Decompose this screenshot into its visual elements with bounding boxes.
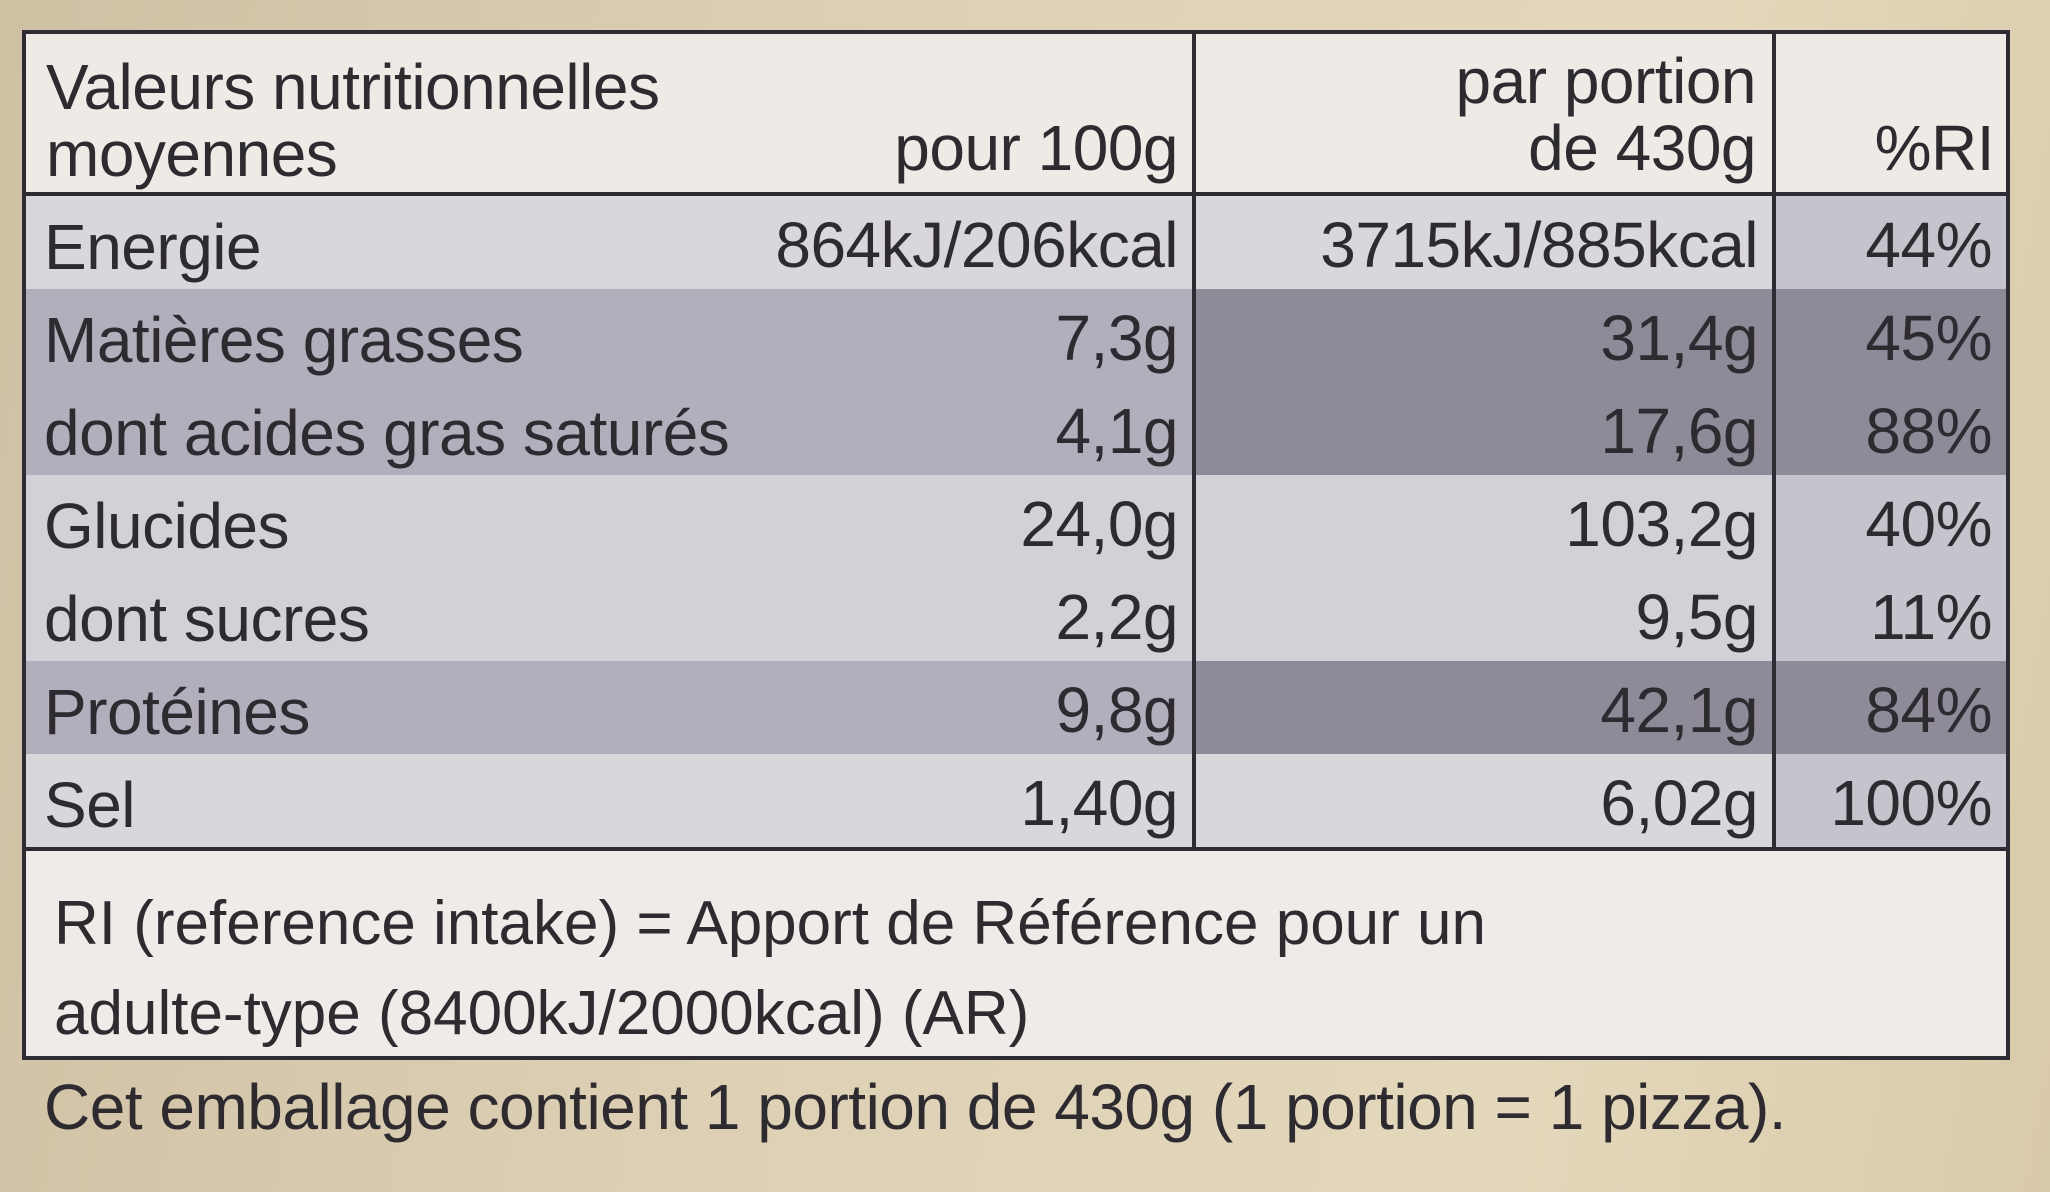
- nutrient-cell: [26, 196, 1196, 289]
- package-note: Cet emballage contient 1 portion de 430g (1 portion = 1 pizza).: [44, 1071, 1787, 1143]
- ri-cell: [1776, 661, 2006, 754]
- ri-value: 88%: [1865, 395, 1992, 467]
- ri-footnote-text: [54, 879, 1806, 1059]
- table-row: [26, 754, 2006, 847]
- ri-value: 45%: [1865, 302, 1992, 374]
- per100-value: 9,8g: [1055, 674, 1178, 746]
- header-portion-line1: par portion: [1455, 45, 1756, 117]
- portion-cell: [1196, 475, 1776, 568]
- nutrient-cell: [26, 568, 1196, 661]
- nutrient-name: Matières grasses: [44, 304, 524, 376]
- portion-value: 17,6g: [1600, 395, 1758, 467]
- nutrient-name: dont acides gras saturés: [44, 397, 730, 469]
- per100-value: 864kJ/206kcal: [775, 209, 1178, 281]
- ri-cell: [1776, 382, 2006, 475]
- portion-value: 6,02g: [1600, 767, 1758, 839]
- ri-cell: [1776, 289, 2006, 382]
- header-portion: [1455, 45, 1756, 185]
- ri-footnote-line1: RI (reference intake) = Apport de Référence pour un: [54, 889, 1486, 958]
- ri-value: 84%: [1865, 674, 1992, 746]
- portion-value: 3715kJ/885kcal: [1320, 209, 1758, 281]
- table-row: [26, 661, 2006, 754]
- per100-value: 24,0g: [1020, 488, 1178, 560]
- nutrient-name: Protéines: [44, 676, 310, 748]
- nutrient-name: dont sucres: [44, 583, 370, 655]
- table-row: [26, 382, 2006, 475]
- ri-value: 40%: [1865, 488, 1992, 560]
- per100-value: 1,40g: [1020, 767, 1178, 839]
- table-row: [26, 289, 2006, 382]
- per100-value: 4,1g: [1055, 395, 1178, 467]
- header-ri: %RI: [1874, 112, 1994, 184]
- header-title-line1: Valeurs nutritionnelles: [46, 51, 660, 123]
- header-nutrient-cell: [26, 34, 1196, 192]
- ri-value: 11%: [1870, 581, 1992, 653]
- nutrient-cell: [26, 475, 1196, 568]
- portion-cell: [1196, 382, 1776, 475]
- portion-cell: [1196, 661, 1776, 754]
- table-row: [26, 475, 2006, 568]
- header-title: [46, 51, 660, 191]
- header-per100: pour 100g: [894, 112, 1178, 184]
- nutrient-name: Glucides: [44, 490, 289, 562]
- nutrient-cell: [26, 754, 1196, 847]
- per100-value: 7,3g: [1055, 302, 1178, 374]
- portion-value: 9,5g: [1635, 581, 1758, 653]
- nutrient-name: Sel: [44, 769, 135, 841]
- ri-footnote: [26, 847, 2006, 1056]
- per100-value: 2,2g: [1055, 581, 1178, 653]
- table-row: [26, 196, 2006, 289]
- ri-cell: [1776, 754, 2006, 847]
- header-portion-line2: de 430g: [1528, 112, 1756, 185]
- nutrient-name: Energie: [44, 211, 262, 283]
- nutrient-cell: [26, 289, 1196, 382]
- header-ri-cell: [1776, 34, 2006, 192]
- header-portion-cell: [1196, 34, 1776, 192]
- portion-cell: [1196, 568, 1776, 661]
- table-row: [26, 568, 2006, 661]
- nutrient-cell: [26, 661, 1196, 754]
- header-title-line2: moyennes: [46, 118, 338, 191]
- portion-value: 103,2g: [1565, 488, 1758, 560]
- portion-cell: [1196, 754, 1776, 847]
- ri-footnote-line2: adulte-type (8400kJ/2000kcal) (AR): [54, 978, 1030, 1048]
- portion-value: 42,1g: [1600, 674, 1758, 746]
- ri-cell: [1776, 568, 2006, 661]
- ri-cell: [1776, 475, 2006, 568]
- nutrient-cell: [26, 382, 1196, 475]
- table-header: [26, 34, 2006, 196]
- portion-cell: [1196, 196, 1776, 289]
- portion-value: 31,4g: [1600, 302, 1758, 374]
- ri-value: 100%: [1830, 767, 1992, 839]
- ri-cell: [1776, 196, 2006, 289]
- portion-cell: [1196, 289, 1776, 382]
- nutrition-table: [22, 30, 2010, 1060]
- ri-value: 44%: [1865, 209, 1992, 281]
